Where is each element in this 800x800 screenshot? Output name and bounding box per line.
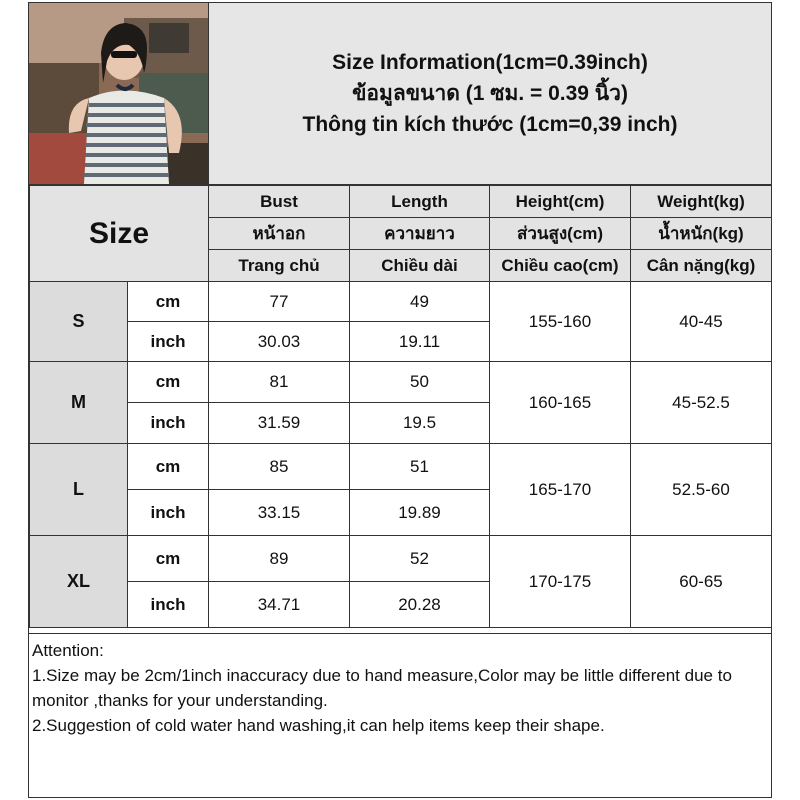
height-range: 160-165 xyxy=(490,362,631,444)
col-length-vi: Chiều dài xyxy=(350,250,490,282)
col-bust-th: หน้าอก xyxy=(209,218,350,250)
col-weight-en: Weight(kg) xyxy=(631,186,772,218)
height-range: 170-175 xyxy=(490,536,631,628)
unit-inch: inch xyxy=(128,403,209,444)
unit-cm: cm xyxy=(128,362,209,403)
col-length-th: ความยาว xyxy=(350,218,490,250)
size-chart xyxy=(28,2,772,798)
col-bust-vi: Trang chủ xyxy=(209,250,350,282)
weight-range: 45-52.5 xyxy=(631,362,772,444)
bust-cm: 81 xyxy=(209,362,350,403)
size-label-m: M xyxy=(30,362,128,444)
weight-range: 52.5-60 xyxy=(631,444,772,536)
length-inch: 20.28 xyxy=(350,582,490,628)
height-range: 165-170 xyxy=(490,444,631,536)
col-height-th: ส่วนสูง(cm) xyxy=(490,218,631,250)
unit-inch: inch xyxy=(128,322,209,362)
length-cm: 51 xyxy=(350,444,490,490)
size-info-header xyxy=(209,3,771,185)
header-title-th: ข้อมูลขนาด (1 ซม. = 0.39 นิ้ว) xyxy=(352,82,628,105)
product-photo xyxy=(29,3,209,185)
length-inch: 19.5 xyxy=(350,403,490,444)
notes-title: Attention: xyxy=(32,641,104,660)
unit-inch: inch xyxy=(128,582,209,628)
length-inch: 19.11 xyxy=(350,322,490,362)
size-table xyxy=(29,185,772,628)
col-height-vi: Chiều cao(cm) xyxy=(490,250,631,282)
size-label-xl: XL xyxy=(30,536,128,628)
bust-inch: 30.03 xyxy=(209,322,350,362)
header-title-vi: Thông tin kích thước (1cm=0,39 inch) xyxy=(302,113,678,136)
bust-cm: 89 xyxy=(209,536,350,582)
model-wearing-striped-tee-image xyxy=(29,3,208,184)
bust-inch: 31.59 xyxy=(209,403,350,444)
notes-item-1: 1.Size may be 2cm/1inch inaccuracy due to hand measure,Color may be little different due to monitor ,thanks for your understanding. xyxy=(32,666,737,710)
length-cm: 52 xyxy=(350,536,490,582)
height-range: 155-160 xyxy=(490,282,631,362)
length-cm: 49 xyxy=(350,282,490,322)
notes-item-2: 2.Suggestion of cold water hand washing,it can help items keep their shape. xyxy=(32,716,605,735)
attention-notes xyxy=(29,633,771,797)
header-title-en: Size Information(1cm=0.39inch) xyxy=(332,51,648,74)
col-length-en: Length xyxy=(350,186,490,218)
unit-cm: cm xyxy=(128,444,209,490)
col-height-en: Height(cm) xyxy=(490,186,631,218)
length-inch: 19.89 xyxy=(350,490,490,536)
col-bust-en: Bust xyxy=(209,186,350,218)
bust-inch: 34.71 xyxy=(209,582,350,628)
bust-cm: 85 xyxy=(209,444,350,490)
unit-cm: cm xyxy=(128,536,209,582)
unit-cm: cm xyxy=(128,282,209,322)
bust-inch: 33.15 xyxy=(209,490,350,536)
col-weight-vi: Cân nặng(kg) xyxy=(631,250,772,282)
weight-range: 60-65 xyxy=(631,536,772,628)
length-cm: 50 xyxy=(350,362,490,403)
size-label-l: L xyxy=(30,444,128,536)
size-label-s: S xyxy=(30,282,128,362)
bust-cm: 77 xyxy=(209,282,350,322)
weight-range: 40-45 xyxy=(631,282,772,362)
col-weight-th: น้ำหนัก(kg) xyxy=(631,218,772,250)
size-column-heading: Size xyxy=(30,186,209,282)
unit-inch: inch xyxy=(128,490,209,536)
